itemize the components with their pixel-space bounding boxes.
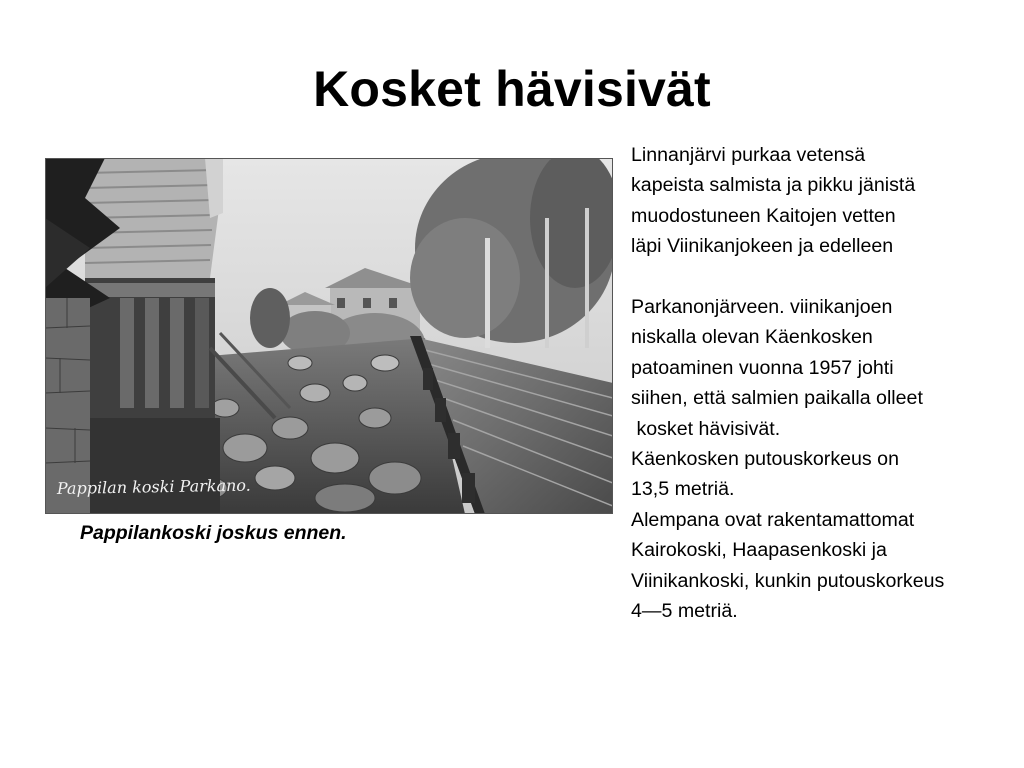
- body-line: kapeista salmista ja pikku jänistä: [631, 174, 916, 197]
- historical-photo: [45, 158, 613, 514]
- photo-inscription: Pappilan koski Parkano.: [56, 475, 251, 498]
- body-line: Alempana ovat rakentamattomat: [631, 508, 915, 531]
- body-line: siihen, että salmien paikalla olleet: [631, 387, 923, 410]
- body-line: patoaminen vuonna 1957 johti: [631, 356, 894, 379]
- paragraph-gap: [631, 262, 1017, 292]
- body-line: Kairokoski, Haapasenkoski ja: [631, 539, 887, 562]
- photo-caption: Pappilankoski joskus ennen.: [80, 522, 347, 544]
- body-line: Linnanjärvi purkaa vetensä: [631, 144, 866, 166]
- body-line: niskalla olevan Käenkosken: [631, 326, 873, 349]
- body-line: 13,5 metriä.: [631, 478, 735, 501]
- body-line: Parkanonjärveen. viinikanjoen: [631, 296, 893, 319]
- body-line: läpi Viinikanjokeen ja edelleen: [631, 235, 894, 258]
- body-line: Käenkosken putouskorkeus on: [631, 448, 899, 471]
- body-line: 4—5 metriä.: [631, 600, 738, 623]
- body-line: kosket hävisivät.: [631, 417, 781, 440]
- body-line: muodostuneen Kaitojen vetten: [631, 204, 896, 227]
- slide-title: Kosket hävisivät: [313, 61, 711, 117]
- body-text: [631, 140, 1017, 626]
- body-line: Viinikankoski, kunkin putouskorkeus: [631, 569, 945, 592]
